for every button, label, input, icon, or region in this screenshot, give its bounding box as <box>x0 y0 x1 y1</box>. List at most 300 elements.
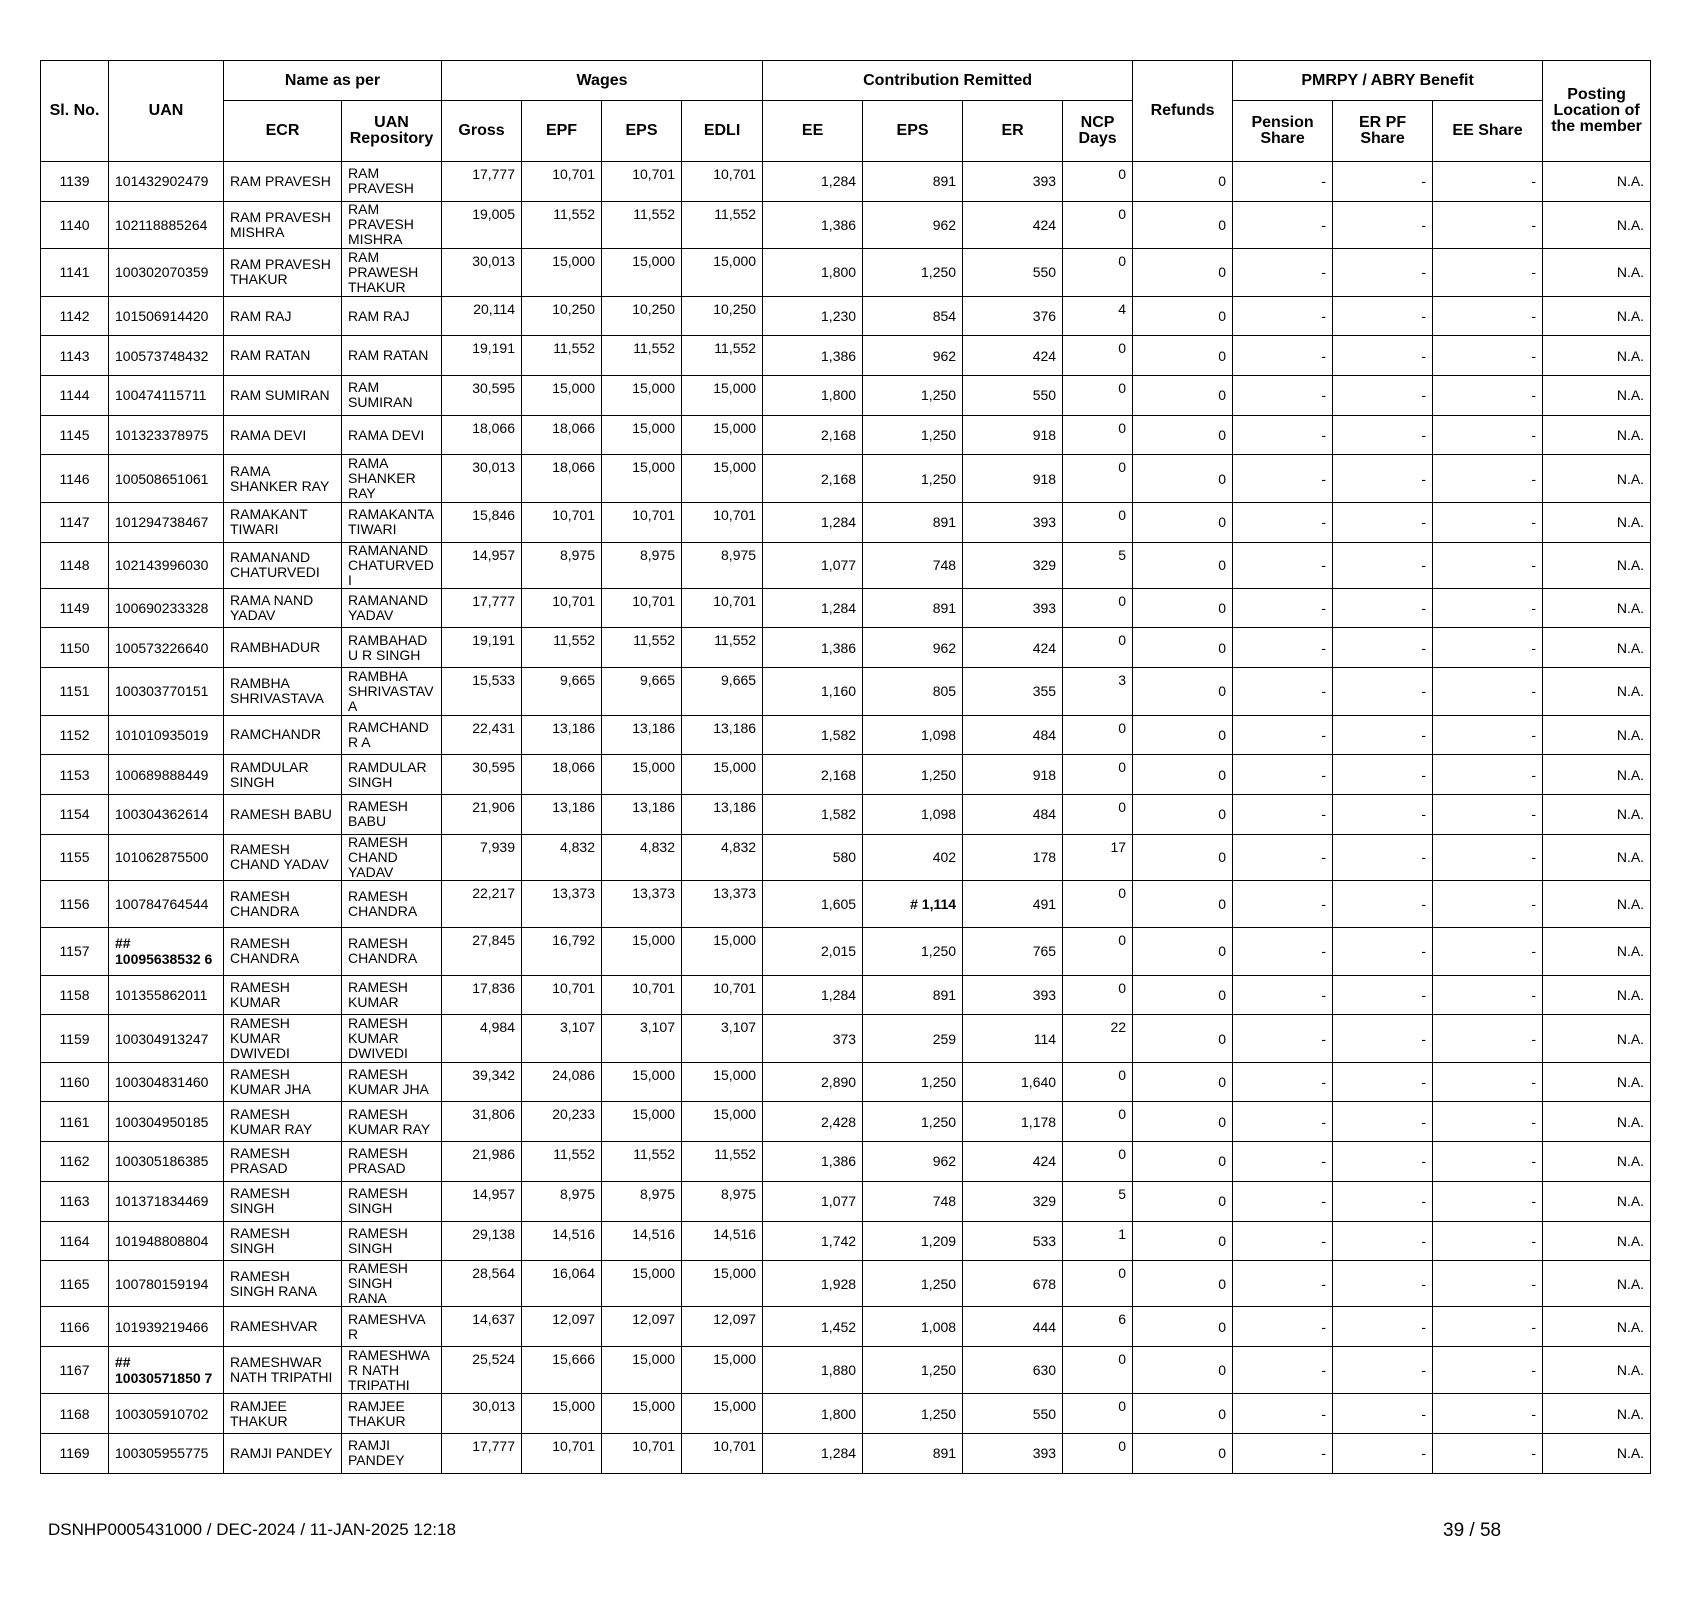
ncp-days: 1 <box>1063 1221 1133 1261</box>
pension-share: - <box>1233 880 1333 928</box>
posting-location: N.A. <box>1543 1062 1651 1102</box>
edli-wages: 13,373 <box>682 880 763 928</box>
ee-contribution: 1,284 <box>763 975 863 1015</box>
eps-wages: 15,000 <box>602 376 682 416</box>
eps-contribution: 891 <box>863 1434 963 1474</box>
ecr-name: RAMJEE THAKUR <box>224 1394 342 1434</box>
refunds: 0 <box>1133 588 1233 628</box>
ncp-days: 0 <box>1063 376 1133 416</box>
table-body <box>41 162 1651 1474</box>
refunds: 0 <box>1133 1062 1233 1102</box>
refunds: 0 <box>1133 249 1233 297</box>
posting-location: N.A. <box>1543 1346 1651 1394</box>
uan-number: 101371834469 <box>109 1181 224 1221</box>
repository-name: RAMBAHADU R SINGH <box>342 628 442 668</box>
gross-wages: 17,777 <box>442 162 522 202</box>
er-pf-share: - <box>1333 1394 1433 1434</box>
repository-name: RAM PRAVESH MISHRA <box>342 201 442 249</box>
header-epf: EPF <box>522 101 602 162</box>
ee-share: - <box>1433 296 1543 336</box>
table-row <box>41 588 1651 628</box>
uan-number: 100508651061 <box>109 455 224 503</box>
uan-number: 100784764544 <box>109 880 224 928</box>
posting-location: N.A. <box>1543 668 1651 716</box>
er-pf-share: - <box>1333 1346 1433 1394</box>
edli-wages: 11,552 <box>682 1142 763 1182</box>
table-row <box>41 628 1651 668</box>
repository-name: RAMESH CHAND YADAV <box>342 834 442 880</box>
uan-number: 100573748432 <box>109 336 224 376</box>
header-eps: EPS <box>602 101 682 162</box>
ee-contribution: 1,800 <box>763 376 863 416</box>
eps-contribution: 1,250 <box>863 455 963 503</box>
edli-wages: 10,250 <box>682 296 763 336</box>
header-eps-contribution: EPS <box>863 101 963 162</box>
eps-wages: 13,186 <box>602 715 682 755</box>
repository-name: RAMA DEVI <box>342 415 442 455</box>
er-contribution: 393 <box>963 1434 1063 1474</box>
er-pf-share: - <box>1333 975 1433 1015</box>
ncp-days: 5 <box>1063 542 1133 588</box>
ncp-days: 0 <box>1063 794 1133 834</box>
uan-number: 100304950185 <box>109 1102 224 1142</box>
ecr-name: RAMA NAND YADAV <box>224 588 342 628</box>
posting-location: N.A. <box>1543 1394 1651 1434</box>
ee-share: - <box>1433 794 1543 834</box>
ncp-days: 0 <box>1063 1142 1133 1182</box>
ecr-name: RAMESH KUMAR <box>224 975 342 1015</box>
ee-contribution: 1,800 <box>763 1394 863 1434</box>
ncp-days: 0 <box>1063 455 1133 503</box>
er-pf-share: - <box>1333 1181 1433 1221</box>
gross-wages: 7,939 <box>442 834 522 880</box>
ee-contribution: 1,582 <box>763 794 863 834</box>
serial-number: 1168 <box>41 1394 109 1434</box>
gross-wages: 21,906 <box>442 794 522 834</box>
ee-share: - <box>1433 880 1543 928</box>
serial-number: 1157 <box>41 928 109 976</box>
ncp-days: 0 <box>1063 502 1133 542</box>
edli-wages: 9,665 <box>682 668 763 716</box>
eps-wages: 10,701 <box>602 588 682 628</box>
pension-share: - <box>1233 542 1333 588</box>
ee-contribution: 1,284 <box>763 502 863 542</box>
repository-name: RAMJEE THAKUR <box>342 1394 442 1434</box>
epf-wages: 10,701 <box>522 975 602 1015</box>
edli-wages: 11,552 <box>682 628 763 668</box>
ee-share: - <box>1433 336 1543 376</box>
eps-contribution: 962 <box>863 1142 963 1182</box>
eps-contribution: 1,250 <box>863 1346 963 1394</box>
ecr-name: RAM PRAVESH THAKUR <box>224 249 342 297</box>
ee-share: - <box>1433 1181 1543 1221</box>
ncp-days: 17 <box>1063 834 1133 880</box>
table-row <box>41 880 1651 928</box>
refunds: 0 <box>1133 1346 1233 1394</box>
posting-location: N.A. <box>1543 296 1651 336</box>
eps-wages: 8,975 <box>602 542 682 588</box>
epf-wages: 4,832 <box>522 834 602 880</box>
pension-share: - <box>1233 1434 1333 1474</box>
ecr-name: RAMANAND CHATURVEDI <box>224 542 342 588</box>
gross-wages: 30,595 <box>442 376 522 416</box>
eps-contribution: 1,250 <box>863 376 963 416</box>
header-uan: UAN <box>109 61 224 162</box>
eps-wages: 10,250 <box>602 296 682 336</box>
serial-number: 1164 <box>41 1221 109 1261</box>
eps-wages: 15,000 <box>602 1261 682 1307</box>
er-contribution: 329 <box>963 542 1063 588</box>
er-contribution: 550 <box>963 376 1063 416</box>
er-contribution: 765 <box>963 928 1063 976</box>
eps-contribution: 891 <box>863 502 963 542</box>
gross-wages: 22,217 <box>442 880 522 928</box>
epf-wages: 11,552 <box>522 628 602 668</box>
posting-location: N.A. <box>1543 502 1651 542</box>
gross-wages: 31,806 <box>442 1102 522 1142</box>
ecr-name: RAMESH KUMAR DWIVEDI <box>224 1015 342 1063</box>
header-pension-share: Pension Share <box>1233 101 1333 162</box>
edli-wages: 15,000 <box>682 1102 763 1142</box>
edli-wages: 15,000 <box>682 455 763 503</box>
table-row <box>41 376 1651 416</box>
uan-number: 100689888449 <box>109 755 224 795</box>
table-row <box>41 834 1651 880</box>
er-pf-share: - <box>1333 336 1433 376</box>
ncp-days: 3 <box>1063 668 1133 716</box>
posting-location: N.A. <box>1543 336 1651 376</box>
ncp-days: 0 <box>1063 715 1133 755</box>
serial-number: 1145 <box>41 415 109 455</box>
er-contribution: 376 <box>963 296 1063 336</box>
ee-contribution: 1,284 <box>763 588 863 628</box>
serial-number: 1150 <box>41 628 109 668</box>
refunds: 0 <box>1133 975 1233 1015</box>
uan-number: 101939219466 <box>109 1307 224 1347</box>
uan-number: 101948808804 <box>109 1221 224 1261</box>
table-row <box>41 415 1651 455</box>
refunds: 0 <box>1133 1221 1233 1261</box>
eps-contribution: 891 <box>863 588 963 628</box>
ee-contribution: 373 <box>763 1015 863 1063</box>
ee-contribution: 2,168 <box>763 455 863 503</box>
ee-share: - <box>1433 1346 1543 1394</box>
er-pf-share: - <box>1333 834 1433 880</box>
posting-location: N.A. <box>1543 715 1651 755</box>
ee-contribution: 1,386 <box>763 336 863 376</box>
epf-wages: 24,086 <box>522 1062 602 1102</box>
serial-number: 1144 <box>41 376 109 416</box>
repository-name: RAM RATAN <box>342 336 442 376</box>
table-row <box>41 249 1651 297</box>
gross-wages: 14,957 <box>442 542 522 588</box>
er-pf-share: - <box>1333 1015 1433 1063</box>
posting-location: N.A. <box>1543 542 1651 588</box>
er-contribution: 533 <box>963 1221 1063 1261</box>
serial-number: 1156 <box>41 880 109 928</box>
uan-number: 100305910702 <box>109 1394 224 1434</box>
serial-number: 1159 <box>41 1015 109 1063</box>
ee-share: - <box>1433 975 1543 1015</box>
serial-number: 1166 <box>41 1307 109 1347</box>
er-pf-share: - <box>1333 1261 1433 1307</box>
gross-wages: 39,342 <box>442 1062 522 1102</box>
ee-contribution: 1,386 <box>763 1142 863 1182</box>
table-row <box>41 755 1651 795</box>
epf-wages: 10,701 <box>522 162 602 202</box>
eps-contribution: # 1,114 <box>863 880 963 928</box>
eps-wages: 10,701 <box>602 502 682 542</box>
table-row <box>41 1062 1651 1102</box>
ecr-name: RAMA SHANKER RAY <box>224 455 342 503</box>
ee-share: - <box>1433 628 1543 668</box>
ee-contribution: 580 <box>763 834 863 880</box>
refunds: 0 <box>1133 834 1233 880</box>
ee-share: - <box>1433 1142 1543 1182</box>
ecr-table <box>40 60 1651 1474</box>
refunds: 0 <box>1133 1434 1233 1474</box>
ee-share: - <box>1433 668 1543 716</box>
pension-share: - <box>1233 249 1333 297</box>
posting-location: N.A. <box>1543 1181 1651 1221</box>
repository-name: RAMESH SINGH <box>342 1181 442 1221</box>
ecr-name: RAM PRAVESH <box>224 162 342 202</box>
table-row <box>41 1307 1651 1347</box>
er-contribution: 424 <box>963 1142 1063 1182</box>
table-row <box>41 542 1651 588</box>
repository-name: RAMCHANDR A <box>342 715 442 755</box>
ee-share: - <box>1433 1221 1543 1261</box>
ee-share: - <box>1433 1102 1543 1142</box>
eps-contribution: 1,250 <box>863 415 963 455</box>
uan-number: 100474115711 <box>109 376 224 416</box>
eps-wages: 8,975 <box>602 1181 682 1221</box>
serial-number: 1143 <box>41 336 109 376</box>
epf-wages: 18,066 <box>522 755 602 795</box>
edli-wages: 15,000 <box>682 1062 763 1102</box>
serial-number: 1152 <box>41 715 109 755</box>
ee-contribution: 1,582 <box>763 715 863 755</box>
repository-name: RAM RAJ <box>342 296 442 336</box>
ee-share: - <box>1433 755 1543 795</box>
ncp-days: 0 <box>1063 415 1133 455</box>
gross-wages: 30,013 <box>442 1394 522 1434</box>
table-row <box>41 502 1651 542</box>
table-row <box>41 162 1651 202</box>
gross-wages: 18,066 <box>442 415 522 455</box>
pension-share: - <box>1233 502 1333 542</box>
gross-wages: 22,431 <box>442 715 522 755</box>
uan-number: 101294738467 <box>109 502 224 542</box>
header-ee: EE <box>763 101 863 162</box>
er-pf-share: - <box>1333 1307 1433 1347</box>
header-sl-no: Sl. No. <box>41 61 109 162</box>
ecr-name: RAMESHVAR <box>224 1307 342 1347</box>
eps-wages: 11,552 <box>602 201 682 249</box>
posting-location: N.A. <box>1543 628 1651 668</box>
eps-contribution: 891 <box>863 975 963 1015</box>
uan-number: 100303770151 <box>109 668 224 716</box>
posting-location: N.A. <box>1543 1261 1651 1307</box>
ee-share: - <box>1433 201 1543 249</box>
epf-wages: 16,792 <box>522 928 602 976</box>
ee-share: - <box>1433 502 1543 542</box>
gross-wages: 17,836 <box>442 975 522 1015</box>
ecr-name: RAMESH CHANDRA <box>224 928 342 976</box>
er-pf-share: - <box>1333 928 1433 976</box>
serial-number: 1162 <box>41 1142 109 1182</box>
ee-contribution: 1,800 <box>763 249 863 297</box>
epf-wages: 11,552 <box>522 1142 602 1182</box>
er-pf-share: - <box>1333 880 1433 928</box>
eps-contribution: 259 <box>863 1015 963 1063</box>
repository-name: RAMESH SINGH <box>342 1221 442 1261</box>
table-row <box>41 1394 1651 1434</box>
er-contribution: 424 <box>963 336 1063 376</box>
er-pf-share: - <box>1333 715 1433 755</box>
ecr-name: RAMBHA SHRIVASTAVA <box>224 668 342 716</box>
ee-contribution: 2,168 <box>763 755 863 795</box>
refunds: 0 <box>1133 1102 1233 1142</box>
er-pf-share: - <box>1333 1062 1433 1102</box>
eps-contribution: 1,008 <box>863 1307 963 1347</box>
ee-share: - <box>1433 1394 1543 1434</box>
header-pmrpy: PMRPY / ABRY Benefit <box>1233 61 1543 101</box>
eps-contribution: 1,250 <box>863 928 963 976</box>
epf-wages: 15,666 <box>522 1346 602 1394</box>
refunds: 0 <box>1133 415 1233 455</box>
epf-wages: 3,107 <box>522 1015 602 1063</box>
repository-name: RAM PRAWESH THAKUR <box>342 249 442 297</box>
serial-number: 1165 <box>41 1261 109 1307</box>
ee-contribution: 2,890 <box>763 1062 863 1102</box>
eps-contribution: 962 <box>863 628 963 668</box>
edli-wages: 10,701 <box>682 502 763 542</box>
header-ncp-days: NCP Days <box>1063 101 1133 162</box>
table-row <box>41 201 1651 249</box>
ecr-name: RAM RATAN <box>224 336 342 376</box>
serial-number: 1140 <box>41 201 109 249</box>
table-row <box>41 1346 1651 1394</box>
uan-number: 101432902479 <box>109 162 224 202</box>
edli-wages: 10,701 <box>682 588 763 628</box>
eps-contribution: 1,250 <box>863 249 963 297</box>
table-row <box>41 296 1651 336</box>
repository-name: RAMESH KUMAR RAY <box>342 1102 442 1142</box>
gross-wages: 4,984 <box>442 1015 522 1063</box>
pension-share: - <box>1233 1221 1333 1261</box>
posting-location: N.A. <box>1543 755 1651 795</box>
posting-location: N.A. <box>1543 588 1651 628</box>
serial-number: 1146 <box>41 455 109 503</box>
repository-name: RAMANAND CHATURVEDI <box>342 542 442 588</box>
er-contribution: 355 <box>963 668 1063 716</box>
epf-wages: 11,552 <box>522 336 602 376</box>
repository-name: RAMESH KUMAR DWIVEDI <box>342 1015 442 1063</box>
uan-number: 100305955775 <box>109 1434 224 1474</box>
repository-name: RAMESHWAR NATH TRIPATHI <box>342 1346 442 1394</box>
refunds: 0 <box>1133 1261 1233 1307</box>
er-contribution: 918 <box>963 755 1063 795</box>
ee-share: - <box>1433 415 1543 455</box>
gross-wages: 17,777 <box>442 1434 522 1474</box>
ncp-days: 0 <box>1063 1346 1133 1394</box>
ncp-days: 0 <box>1063 628 1133 668</box>
edli-wages: 14,516 <box>682 1221 763 1261</box>
edli-wages: 15,000 <box>682 1346 763 1394</box>
er-pf-share: - <box>1333 794 1433 834</box>
ee-contribution: 1,452 <box>763 1307 863 1347</box>
serial-number: 1169 <box>41 1434 109 1474</box>
epf-wages: 13,186 <box>522 715 602 755</box>
eps-contribution: 748 <box>863 542 963 588</box>
er-contribution: 424 <box>963 628 1063 668</box>
ee-share: - <box>1433 1062 1543 1102</box>
er-pf-share: - <box>1333 628 1433 668</box>
eps-contribution: 805 <box>863 668 963 716</box>
serial-number: 1141 <box>41 249 109 297</box>
refunds: 0 <box>1133 455 1233 503</box>
repository-name: RAM PRAVESH <box>342 162 442 202</box>
eps-contribution: 891 <box>863 162 963 202</box>
edli-wages: 4,832 <box>682 834 763 880</box>
eps-wages: 15,000 <box>602 415 682 455</box>
uan-number: 100690233328 <box>109 588 224 628</box>
table-row <box>41 1261 1651 1307</box>
er-contribution: 1,178 <box>963 1102 1063 1142</box>
epf-wages: 20,233 <box>522 1102 602 1142</box>
ecr-name: RAMESH SINGH <box>224 1221 342 1261</box>
pension-share: - <box>1233 162 1333 202</box>
eps-wages: 15,000 <box>602 249 682 297</box>
refunds: 0 <box>1133 1142 1233 1182</box>
uan-number: ## 10030571850 7 <box>109 1346 224 1394</box>
ncp-days: 0 <box>1063 755 1133 795</box>
posting-location: N.A. <box>1543 928 1651 976</box>
epf-wages: 18,066 <box>522 455 602 503</box>
ncp-days: 0 <box>1063 588 1133 628</box>
ee-share: - <box>1433 376 1543 416</box>
edli-wages: 11,552 <box>682 336 763 376</box>
ncp-days: 0 <box>1063 1261 1133 1307</box>
edli-wages: 10,701 <box>682 162 763 202</box>
ee-share: - <box>1433 542 1543 588</box>
table-row <box>41 1434 1651 1474</box>
repository-name: RAMESH PRASAD <box>342 1142 442 1182</box>
ee-share: - <box>1433 588 1543 628</box>
ncp-days: 22 <box>1063 1015 1133 1063</box>
repository-name: RAMESH KUMAR <box>342 975 442 1015</box>
edli-wages: 8,975 <box>682 1181 763 1221</box>
serial-number: 1158 <box>41 975 109 1015</box>
ncp-days: 0 <box>1063 1102 1133 1142</box>
uan-number: 100305186385 <box>109 1142 224 1182</box>
gross-wages: 14,637 <box>442 1307 522 1347</box>
eps-wages: 15,000 <box>602 1346 682 1394</box>
edli-wages: 15,000 <box>682 376 763 416</box>
eps-contribution: 1,250 <box>863 755 963 795</box>
eps-wages: 12,097 <box>602 1307 682 1347</box>
header-ee-share: EE Share <box>1433 101 1543 162</box>
ee-contribution: 1,386 <box>763 201 863 249</box>
eps-contribution: 962 <box>863 201 963 249</box>
ee-contribution: 1,284 <box>763 162 863 202</box>
refunds: 0 <box>1133 755 1233 795</box>
posting-location: N.A. <box>1543 249 1651 297</box>
repository-name: RAMAKANTA TIWARI <box>342 502 442 542</box>
uan-number: 101506914420 <box>109 296 224 336</box>
edli-wages: 10,701 <box>682 975 763 1015</box>
